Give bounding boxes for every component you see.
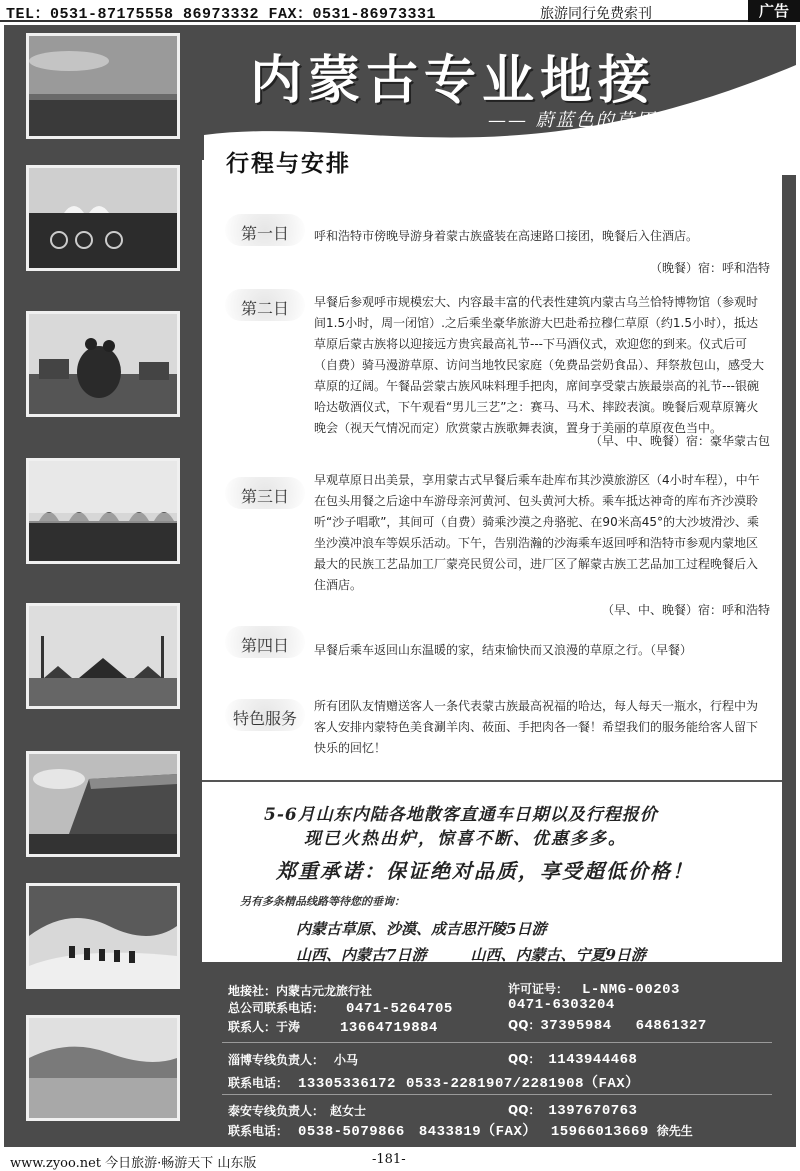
promo-divider (202, 780, 782, 782)
taian-row: 泰安专线负责人： 赵女士 (228, 1104, 367, 1118)
license-row: 许可证号： L-NMG-00203 (508, 982, 680, 998)
service-label: 特色服务 (232, 709, 297, 728)
section-title: 行程与安排 (226, 150, 351, 177)
day2-meal: （早、中、晚餐）宿：豪华蒙古包 (589, 434, 770, 448)
day2-label: 第二日 (240, 299, 289, 318)
photo-yurts-carts (26, 165, 180, 271)
banner-subtitle: —— 蔚蓝色的草原之旅 (488, 110, 696, 131)
promo-line3: 郑重承诺：保证绝对品质，享受超低价格！ (276, 859, 694, 883)
taian-qq-row: QQ： 1397670763 (508, 1103, 638, 1119)
promo-line1: 5-6月山东内陆各地散客直通车日期以及行程报价 (264, 805, 658, 825)
footer (0, 1149, 800, 1171)
photo-grassland-sunset (26, 33, 180, 139)
day1-meal: （晚餐）宿：呼和浩特 (649, 261, 770, 275)
day2-text: 早餐后参观呼市规模宏大、内容最丰富的代表性建筑内蒙古乌兰恰特博物馆（参观时间1.5小时，周一闭馆）.之后乘坐豪华旅游大巴赴希拉穆仁草原（约1.5小时），抵达草原后蒙古族将以迎接远方贵宾最高礼节---下马酒仪式，欢迎您的到来。仪式后可（自费）骑马漫游草原、访问当地牧民家庭（免费品尝奶食品）、拜祭敖包山，感受大草原的辽阔。午餐品尝蒙古族风味料理手把肉，席间享受蒙古族最崇高的礼节---银碗哈达敬酒仪式，下午观看“男儿三艺”之：赛马、马术、摔跤表演。晚餐后观草原篝火晚会（视天气情况而定）欣赏蒙古族歌舞表演，置身于美丽的草原夜色当中。 (314, 295, 765, 435)
photo-yurt-village (26, 458, 180, 564)
day4-label: 第四日 (240, 636, 289, 655)
day3-meal: （早、中、晚餐）宿：呼和浩特 (601, 603, 770, 617)
promo-line2: 现已火热出炉，惊喜不断、优惠多多。 (304, 829, 627, 849)
promo-route-row (296, 944, 646, 965)
promo-route1: 内蒙古草原、沙漠、成吉思汗陵5日游 (296, 920, 547, 938)
contact-row: 联系人：于涛 13664719884 (228, 1020, 438, 1036)
photo-grassland-hills (26, 1015, 180, 1121)
photo-modern-building (26, 751, 180, 857)
day1-label: 第一日 (240, 224, 289, 243)
day4-text: 早餐后乘车返回山东温暖的家，结束愉快而又浪漫的草原之行。（早餐） (314, 643, 693, 657)
promo-line4: 另有多条精品线路等待您的垂询： (240, 895, 405, 908)
taian-phone-row: 联系电话： 0538-5079866 8433819（FAX） 15966013669 徐先生 (228, 1124, 693, 1140)
service-text: 所有团队友情赠送客人一条代表蒙古族最高祝福的哈达，每人每天一瓶水，行程中为客人安排内蒙特色美食涮羊肉、莜面、手把肉各一餐！希望我们的服务能给客人留下快乐的回忆！ (314, 699, 759, 755)
contact-separator-1 (222, 1042, 772, 1043)
qq-row: QQ：37395984 64861327 (508, 1018, 707, 1034)
day1-text: 呼和浩特市傍晚导游身着蒙古族盛装在高速路口接团，晚餐后入住酒店。 (314, 229, 699, 243)
contact-separator-2 (222, 1094, 772, 1095)
hq-phone2: 0471-6303204 (508, 997, 615, 1013)
promo-route2: 山西、内蒙古7日游 (296, 946, 427, 964)
footer-site: www.zyoo.net 今日旅游·畅游天下 山东版 (10, 1156, 257, 1171)
zibo-row: 淄博专线负责人： 小马 (228, 1053, 359, 1067)
day3-label: 第三日 (240, 487, 289, 506)
page-number: -181- (372, 1152, 406, 1167)
ad-tag: 广告 (748, 0, 800, 22)
header-tel-fax: TEL：0531-87175558 86973332 FAX：0531-86973331 (6, 6, 437, 23)
day3-text: 早观草原日出美景，享用蒙古式早餐后乘车赴库布其沙漠旅游区（4小时车程），中午在包头用餐之后途中车游母亲河黄河、包头黄河大桥。乘车抵达神奇的库布齐沙漠聆听“沙子唱歌”，其间可（自费）骑乘沙漠之舟骆驼、在90米高45°的大沙坡滑沙、乘坐沙漠冲浪车等娱乐活动。下午，告别浩瀚的沙海乘车返回呼和浩特市参观内蒙地区最大的民族工艺品加工厂蒙亮民贸公司，进厂区了解蒙古族工艺品加工过程晚餐后入住酒店。 (314, 473, 760, 592)
banner-title: 内蒙古专业地接 (250, 50, 657, 111)
top-bar (0, 0, 800, 22)
photo-desert-camels (26, 883, 180, 989)
publication-name: 旅游同行免费索刊 (540, 6, 652, 22)
agency-row: 地接社：内蒙古元龙旅行社 (228, 984, 373, 998)
photo-mausoleum (26, 603, 180, 709)
promo-route3: 山西、内蒙古、宁夏9日游 (470, 946, 646, 964)
zibo-phone-row: 联系电话： 13305336172 0533-2281907/2281908（FAX） (228, 1076, 640, 1092)
hq-phone-row: 总公司联系电话： 0471-5264705 (228, 1001, 453, 1017)
zibo-qq-row: QQ： 1143944468 (508, 1052, 638, 1068)
photo-wrestling (26, 311, 180, 417)
